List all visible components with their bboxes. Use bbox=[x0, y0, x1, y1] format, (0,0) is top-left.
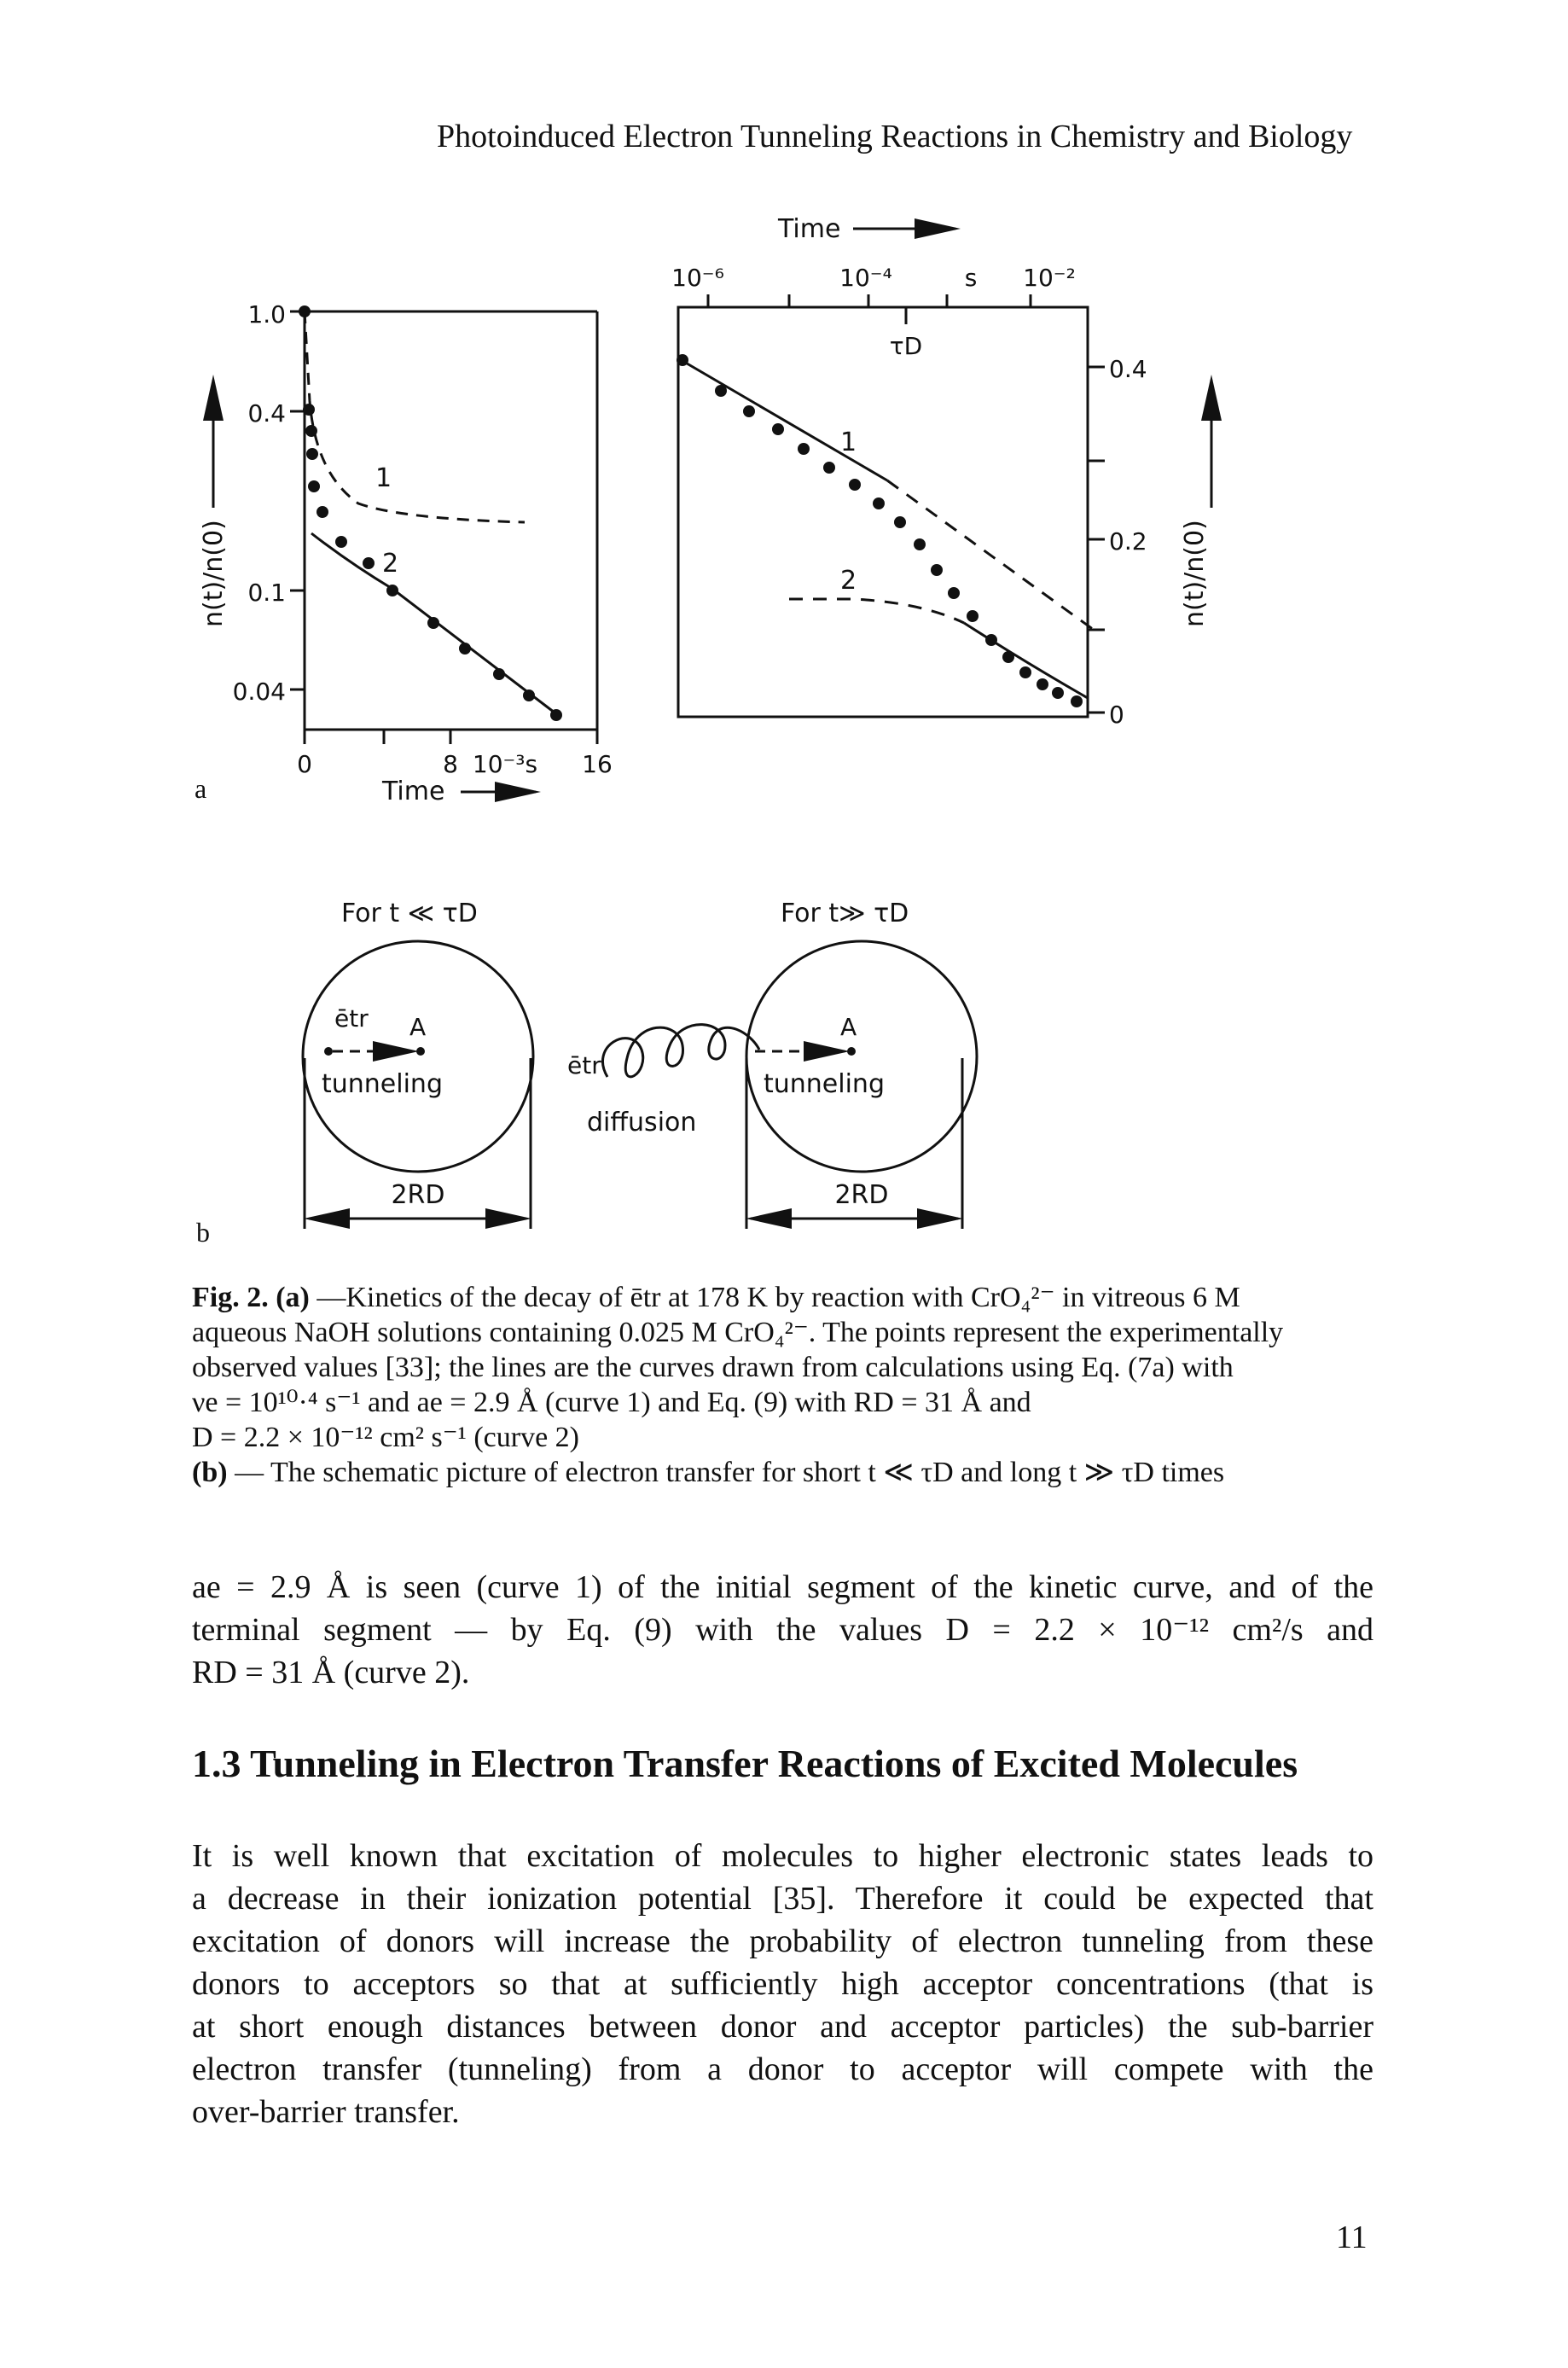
right-point bbox=[873, 497, 885, 509]
right-point bbox=[1037, 678, 1048, 690]
right-point bbox=[967, 610, 979, 622]
left-point bbox=[493, 668, 505, 680]
left-point bbox=[363, 557, 375, 569]
left-x-tick-4: 16 bbox=[582, 750, 613, 778]
diffusion-path bbox=[602, 1025, 759, 1077]
right-plot bbox=[671, 214, 1211, 729]
caption-line-1: —Kinetics of the decay of ētr at 178 K by reaction with CrO₄²⁻ in vitreous 6 M bbox=[309, 1282, 1240, 1313]
left-point bbox=[335, 536, 347, 548]
paragraph-1-line: RD = 31 Å (curve 2). bbox=[192, 1655, 470, 1690]
right-point bbox=[894, 516, 906, 528]
right-point bbox=[985, 634, 997, 646]
left-point bbox=[550, 709, 562, 721]
diffusion-label: diffusion bbox=[587, 1108, 697, 1137]
right-point bbox=[1019, 666, 1031, 678]
right-y-tick-1: 0.4 bbox=[1109, 355, 1147, 383]
panel-b-right-title: For t≫ τD bbox=[781, 899, 909, 928]
left-y-tick-3: 0.1 bbox=[247, 579, 286, 607]
left-etr-label: ētr bbox=[334, 1004, 369, 1033]
left-acceptor-label: A bbox=[409, 1013, 427, 1041]
right-point bbox=[772, 423, 784, 435]
right-acceptor-label: A bbox=[840, 1013, 857, 1041]
figure-caption bbox=[192, 1280, 1352, 1490]
right-top-tick-4: 10⁻² bbox=[1023, 264, 1076, 292]
left-radius-label: 2RD bbox=[391, 1180, 445, 1210]
left-point bbox=[317, 506, 328, 518]
caption-b-label: (b) bbox=[192, 1457, 228, 1488]
left-point bbox=[459, 643, 471, 655]
right-tunneling-label: tunneling bbox=[764, 1069, 885, 1099]
paragraph-2-line: at short enough distances between donor and acceptor particles) the sub-barrier bbox=[192, 2009, 1373, 2045]
caption-line-2: aqueous NaOH solutions containing 0.025 M CrO₄²⁻. The points represent the experimentally bbox=[192, 1317, 1284, 1348]
panel-a-label: a bbox=[195, 773, 207, 804]
right-top-tick-1: 10⁻⁶ bbox=[671, 264, 724, 292]
left-point bbox=[305, 425, 317, 437]
left-tunneling-label: tunneling bbox=[322, 1069, 443, 1099]
left-point bbox=[523, 689, 535, 701]
paragraph-2 bbox=[192, 1835, 1373, 2133]
right-curve-label-2: 2 bbox=[840, 566, 857, 596]
paragraph-1-line: ae = 2.9 Å is seen (curve 1) of the initial segment of the kinetic curve, and of the bbox=[192, 1569, 1373, 1605]
right-top-tick-2: 10⁻⁴ bbox=[839, 264, 892, 292]
left-x-tick-2: 8 bbox=[443, 750, 458, 778]
left-curve-label-1: 1 bbox=[375, 463, 392, 493]
left-y-tick-1: 1.0 bbox=[247, 300, 286, 329]
left-x-axis-label: Time bbox=[382, 777, 445, 806]
right-data-points bbox=[677, 354, 1083, 707]
left-x-tick-1: 0 bbox=[297, 750, 312, 778]
left-point bbox=[306, 448, 318, 460]
paragraph-2-line: excitation of donors will increase the probability of electron tunneling from these bbox=[192, 1923, 1373, 1959]
right-curve-label-1: 1 bbox=[840, 428, 857, 457]
caption-line-5: D = 2.2 × 10⁻¹² cm² s⁻¹ (curve 2) bbox=[192, 1422, 579, 1453]
paragraph-2-line: over-barrier transfer. bbox=[192, 2094, 460, 2130]
paragraph-2-line: a decrease in their ionization potential [35]. Therefore it could be expected that bbox=[192, 1881, 1373, 1917]
right-point bbox=[823, 462, 835, 474]
paragraph-2-line: electron transfer (tunneling) from a donor to acceptor will compete with the bbox=[192, 2051, 1373, 2087]
left-point bbox=[386, 585, 398, 596]
right-sphere bbox=[746, 941, 977, 1172]
right-point bbox=[914, 538, 926, 550]
paragraph-2-line: donors to acceptors so that at sufficiently high acceptor concentrations (that is bbox=[192, 1966, 1373, 2002]
caption-line-4: νe = 10¹⁰·⁴ s⁻¹ and ae = 2.9 Å (curve 1) and Eq. (9) with RD = 31 Å and bbox=[192, 1387, 1031, 1418]
left-point bbox=[303, 404, 315, 416]
running-header: Photoinduced Electron Tunneling Reactions in Chemistry and Biology bbox=[437, 119, 1353, 154]
panel-b-left-title: For t ≪ τD bbox=[341, 899, 478, 928]
left-y-axis-label: n(t)/n(0) bbox=[199, 520, 229, 627]
right-point bbox=[715, 385, 727, 397]
left-curve-label-2: 2 bbox=[382, 549, 399, 579]
paragraph-1-line: terminal segment — by Eq. (9) with the values D = 2.2 × 10⁻¹² cm²/s and bbox=[192, 1612, 1373, 1648]
panel-b-schematic bbox=[303, 899, 977, 1229]
section-heading: 1.3 Tunneling in Electron Transfer Reactions of Excited Molecules bbox=[192, 1742, 1298, 1785]
paragraph-2-line: It is well known that excitation of molecules to higher electronic states leads to bbox=[192, 1838, 1373, 1874]
right-point bbox=[849, 479, 861, 491]
free-etr-label: ētr bbox=[567, 1051, 601, 1079]
left-data-points bbox=[299, 305, 562, 721]
right-y-tick-2: 0.2 bbox=[1109, 527, 1147, 556]
right-point bbox=[1052, 687, 1064, 699]
left-y-tick-2: 0.4 bbox=[247, 399, 286, 428]
right-radius-label: 2RD bbox=[834, 1180, 889, 1210]
left-point bbox=[299, 305, 311, 317]
left-y-tick-4: 0.04 bbox=[232, 678, 286, 706]
right-y-axis-label: n(t)/n(0) bbox=[1180, 520, 1210, 627]
right-point bbox=[743, 405, 755, 417]
right-point bbox=[1071, 695, 1083, 707]
paragraph-1 bbox=[192, 1566, 1373, 1694]
caption-a-label: Fig. 2. (a) bbox=[192, 1282, 310, 1313]
caption-line-6: — The schematic picture of electron transfer for short t ≪ τD and long t ≫ τD times bbox=[227, 1457, 1225, 1488]
panel-b-label: b bbox=[196, 1217, 210, 1248]
left-plot bbox=[199, 300, 613, 806]
page-number: 11 bbox=[1336, 2220, 1368, 2255]
right-tau-label: τD bbox=[889, 332, 923, 360]
left-point bbox=[308, 480, 320, 492]
right-point bbox=[798, 443, 810, 455]
left-point bbox=[427, 617, 439, 629]
right-point bbox=[1002, 651, 1014, 663]
right-point bbox=[948, 587, 960, 599]
left-x-tick-3: 10⁻³s bbox=[472, 750, 538, 778]
right-point bbox=[931, 564, 943, 576]
right-y-tick-3: 0 bbox=[1109, 701, 1124, 729]
right-point bbox=[677, 354, 688, 366]
caption-line-3: observed values [33]; the lines are the curves drawn from calculations using Eq. (7a) with bbox=[192, 1352, 1234, 1383]
left-sphere bbox=[303, 941, 533, 1172]
right-top-axis-label: Time bbox=[778, 214, 841, 244]
right-top-tick-3: s bbox=[964, 264, 978, 292]
